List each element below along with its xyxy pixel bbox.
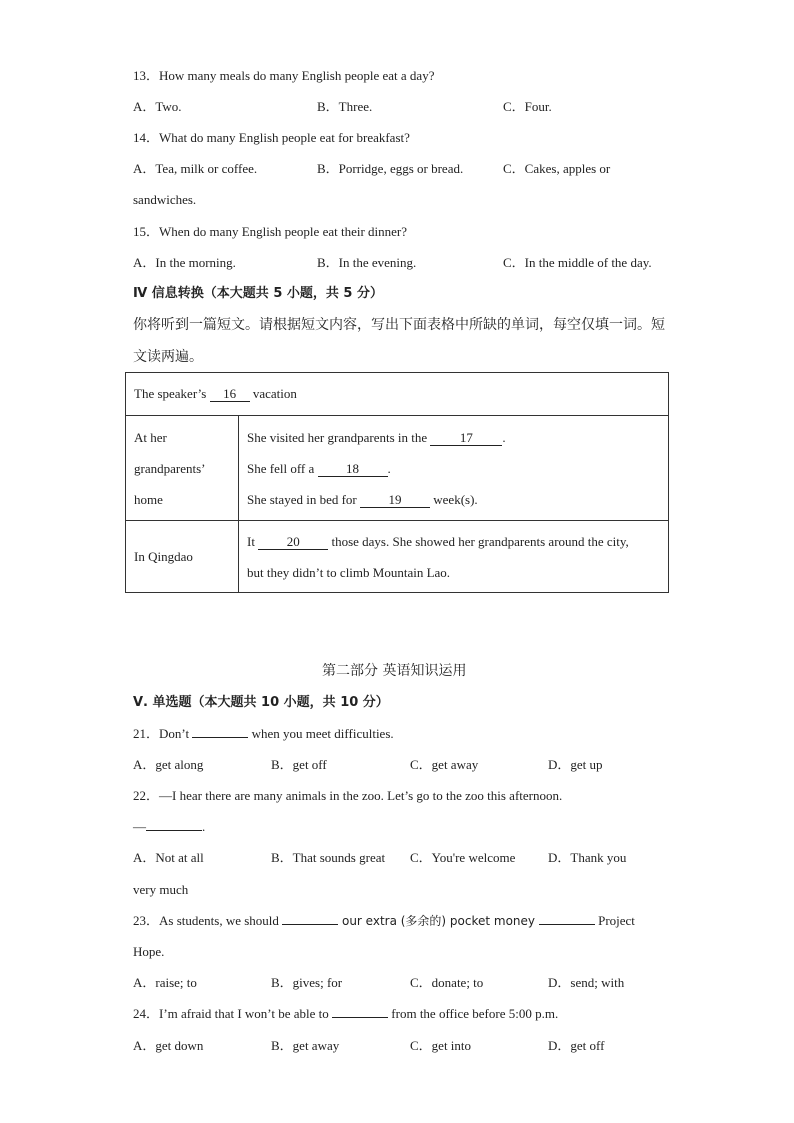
option-a: A．In the morning.: [133, 255, 236, 270]
option-c: C．Four.: [503, 99, 552, 114]
option-c: C．donate; to: [410, 975, 484, 990]
blank-18: 18: [318, 462, 388, 477]
option-a: A．get along: [133, 757, 204, 772]
section-5-title: Ⅴ. 单选题（本大题共 10 小题，共 10 分）: [133, 695, 389, 710]
question-text: When do many English people eat their dinner?: [159, 224, 408, 239]
section-4-instruction-cont: 文读两遍。: [133, 349, 203, 365]
option-b: B．Three.: [317, 99, 373, 114]
option-c: C．Cakes, apples or: [503, 161, 611, 176]
row-content-grandparents-home: She visited her grandparents in the 17 . She fell off a 18 . She stayed in bed for 19 week(s).: [239, 416, 669, 521]
table-header-cell: The speaker’s 16 vacation: [126, 373, 669, 416]
answer-blank: [282, 924, 338, 925]
question-number: 13．: [133, 68, 160, 83]
option-a: A．get down: [133, 1038, 204, 1053]
question-22-reply: — .: [133, 819, 206, 834]
option-b: B．That sounds great: [271, 850, 386, 865]
option-b: B．gives; for: [271, 975, 343, 990]
option-b: B．get off: [271, 757, 327, 772]
option-continuation: sandwiches.: [133, 192, 197, 207]
option-b: B．In the evening.: [317, 255, 417, 270]
answer-blank: [332, 1017, 388, 1018]
option-a: A．Tea, milk or coffee.: [133, 161, 258, 176]
option-a: A．Not at all: [133, 850, 204, 865]
question-14: [133, 130, 410, 146]
option-c: C．You're welcome: [410, 850, 516, 865]
question-text: How many meals do many English people eat a day?: [159, 68, 435, 83]
option-c: C．get into: [410, 1038, 472, 1053]
option-continuation: very much: [133, 882, 189, 897]
blank-17: 17: [430, 431, 502, 446]
answer-blank: [146, 830, 202, 831]
question-13: [133, 68, 434, 84]
option-a: A．raise; to: [133, 975, 197, 990]
option-d: D．get up: [548, 757, 603, 772]
question-15: [133, 224, 407, 240]
option-c: C．get away: [410, 757, 479, 772]
question-21: 21．Don’t when you meet difficulties.: [133, 726, 394, 741]
option-b: B．Porridge, eggs or bread.: [317, 161, 464, 176]
question-24: 24．I’m afraid that I won’t be able to from the office before 5:00 p.m.: [133, 1006, 559, 1021]
question-number: 14．: [133, 130, 160, 145]
section-4-instruction: 你将听到一篇短文。请根据短文内容，写出下面表格中所缺的单词，每空仅填一词。短: [133, 317, 665, 333]
option-c: C．In the middle of the day.: [503, 255, 652, 270]
question-23: 23．As students, we should our extra (多余的) pocket money Project: [133, 913, 635, 928]
answer-blank: [539, 924, 595, 925]
info-table: [125, 372, 669, 593]
option-d: D．send; with: [548, 975, 625, 990]
question-22: 22．—I hear there are many animals in the zoo. Let’s go to the zoo this afternoon.: [133, 788, 563, 803]
option-d: D．Thank you: [548, 850, 627, 865]
question-text: What do many English people eat for breakfast?: [159, 130, 410, 145]
row-label-grandparents-home: At her grandparents’ home: [126, 416, 239, 521]
section-4-title: Ⅳ 信息转换（本大题共 5 小题，共 5 分）: [133, 286, 384, 301]
row-content-qingdao: It 20 those days. She showed her grandparents around the city, but they didn’t to climb Mountain Lao.: [239, 521, 669, 593]
blank-20: 20: [258, 535, 328, 550]
option-d: D．get off: [548, 1038, 605, 1053]
option-a: A．Two.: [133, 99, 182, 114]
blank-16: 16: [210, 387, 250, 402]
option-b: B．get away: [271, 1038, 340, 1053]
row-label-qingdao: In Qingdao: [126, 521, 239, 593]
blank-19: 19: [360, 493, 430, 508]
answer-blank: [192, 737, 248, 738]
question-continuation: Hope.: [133, 944, 165, 959]
question-number: 15．: [133, 224, 160, 239]
part-2-heading: 第二部分 英语知识运用: [322, 663, 467, 679]
